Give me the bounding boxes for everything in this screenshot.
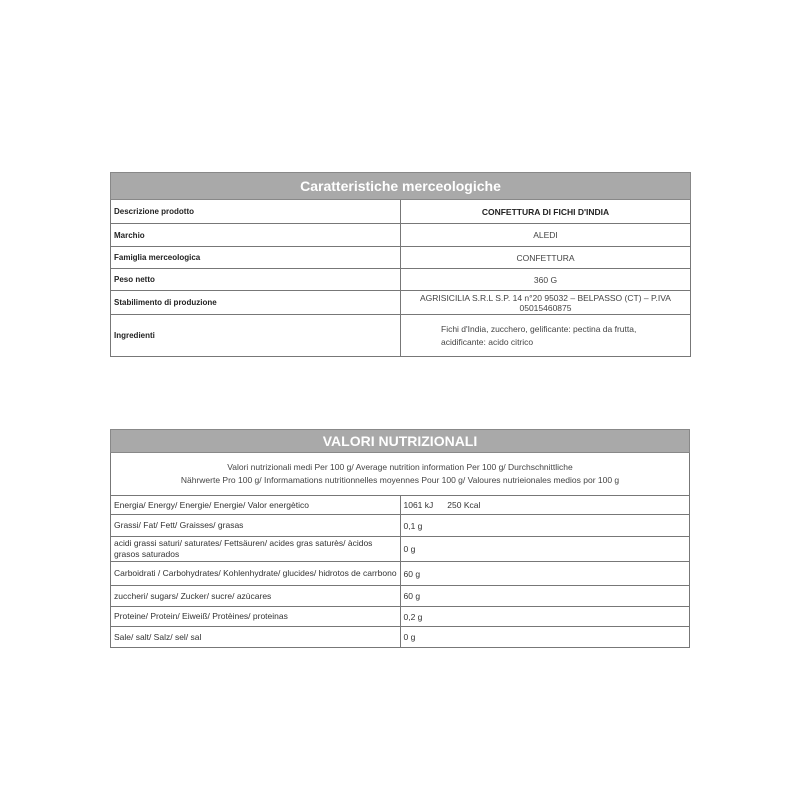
nutrient-value: 60 g (400, 562, 690, 586)
product-family-value: CONFETTURA (401, 247, 691, 269)
table-row (111, 586, 690, 607)
production-plant-value: AGRISICILIA S.R.L S.P. 14 n°20 95032 – BELPASSO (CT) – P.IVA 05015460875 (401, 291, 691, 315)
nutrient-value (400, 496, 690, 515)
table-row (111, 627, 690, 648)
product-characteristics-header: Caratteristiche merceologiche (111, 173, 691, 200)
table-row (111, 496, 690, 515)
product-description-value: CONFETTURA DI FICHI D'INDIA (401, 200, 691, 224)
nutrient-label: acidi grassi saturi/ saturates/ Fettsäuren/ acides gras saturès/ àcidos grasos saturados (111, 537, 401, 562)
net-weight-value: 360 G (401, 269, 691, 291)
row-label: Marchio (111, 224, 401, 247)
nutrient-label: Grassi/ Fat/ Fett/ Graisses/ grasas (111, 515, 401, 537)
product-characteristics-table (110, 172, 691, 357)
intro-line: Nährwerte Pro 100 g/ Informamations nutritionnelles moyennes Pour 100 g/ Valoures nutrieionales medios por 100 g (180, 475, 620, 485)
row-label: Stabilimento di produzione (111, 291, 401, 315)
table-row (111, 291, 691, 315)
nutrition-intro (111, 453, 690, 496)
row-label: Peso netto (111, 269, 401, 291)
nutrient-label: Sale/ salt/ Salz/ sel/ sal (111, 627, 401, 648)
table-row (111, 200, 691, 224)
table-row (111, 515, 690, 537)
nutrient-value: 0,2 g (400, 607, 690, 627)
row-label: Descrizione prodotto (111, 200, 401, 224)
energy-kcal-value: 250 Kcal (447, 500, 481, 510)
energy-kj-value: 1061 kJ (403, 500, 434, 510)
ingredients-line: Fichi d'India, zucchero, gelificante: pectina da frutta, (441, 323, 637, 334)
ingredients-value (401, 315, 691, 357)
table-row (111, 269, 691, 291)
ingredients-line: acidificante: acido citrico (441, 336, 534, 347)
nutrient-value: 60 g (400, 586, 690, 607)
table-row (111, 315, 691, 357)
nutrient-value: 0,1 g (400, 515, 690, 537)
nutrient-label: zuccheri/ sugars/ Zucker/ sucre/ azùcares (111, 586, 401, 607)
intro-line: Valori nutrizionali medi Per 100 g/ Average nutrition information Per 100 g/ Durchschnittliche (227, 462, 573, 472)
table-row (111, 537, 690, 562)
nutrient-value: 0 g (400, 537, 690, 562)
brand-value: ALEDI (401, 224, 691, 247)
table-row (111, 607, 690, 627)
table-row (111, 247, 691, 269)
nutrient-label: Energia/ Energy/ Energie/ Energie/ Valor energètico (111, 496, 401, 515)
table-row (111, 562, 690, 586)
nutrient-label: Carboidrati / Carbohydrates/ Kohlenhydrate/ glucides/ hidrotos de carrbono (111, 562, 401, 586)
nutrition-table (110, 429, 690, 648)
nutrition-header: VALORI NUTRIZIONALI (111, 430, 690, 453)
nutrient-value: 0 g (400, 627, 690, 648)
row-label: Ingredienti (111, 315, 401, 357)
row-label: Famiglia merceologica (111, 247, 401, 269)
table-row (111, 224, 691, 247)
nutrient-label: Proteine/ Protein/ Eiweiß/ Protèines/ proteinas (111, 607, 401, 627)
